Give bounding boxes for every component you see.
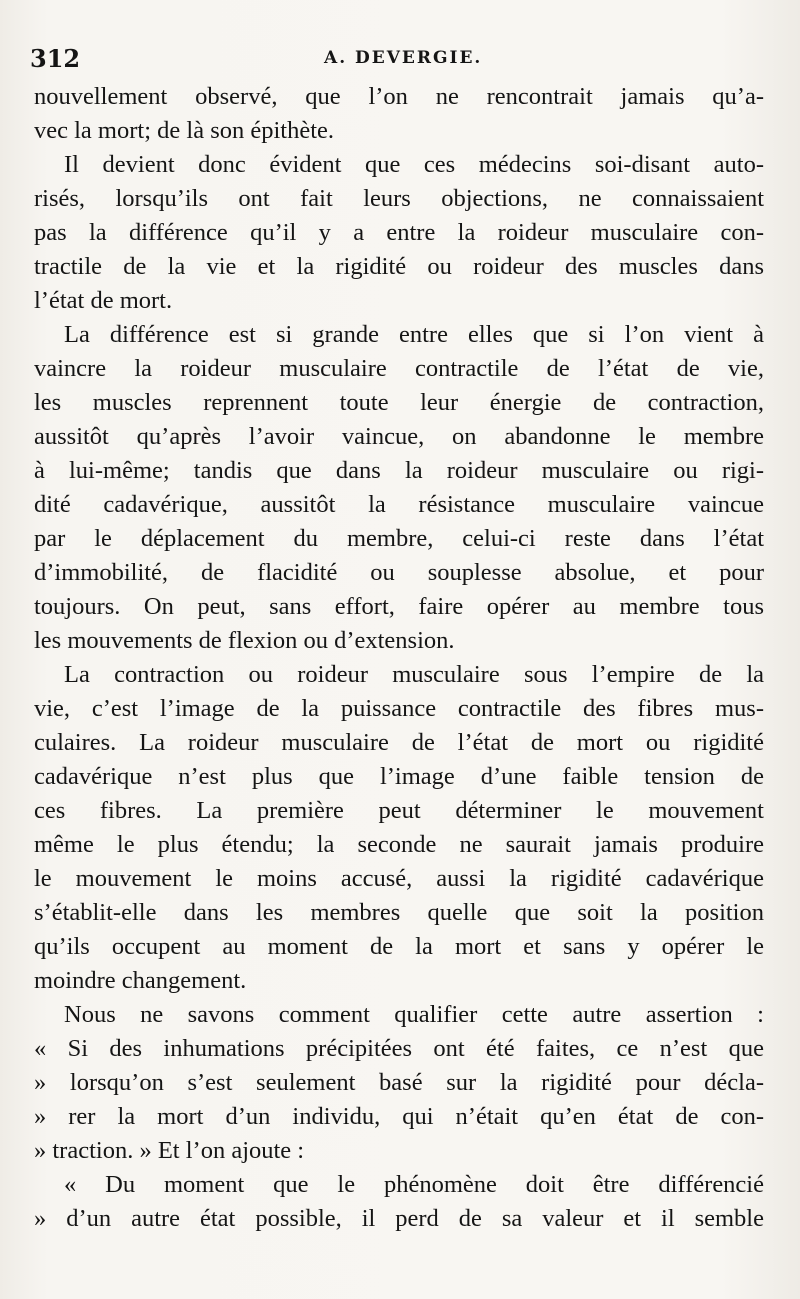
text-line: à lui-même; tandis que dans la roideur musculaire ou rigi- [34,457,764,484]
text-line: vaincre la roideur musculaire contractile de l’état de vie, [34,355,764,382]
paragraph [34,148,764,318]
text-line: nouvellement observé, que l’on ne rencontrait jamais qu’a- [34,83,764,110]
text-line: l’état de mort. [34,287,173,314]
text-line: » d’un autre état possible, il perd de sa valeur et il semble [34,1205,764,1232]
text-line: le mouvement le moins accusé, aussi la rigidité cadavérique [34,865,764,892]
text-line: risés, lorsqu’ils ont fait leurs objections, ne connaissaient [34,185,764,212]
text-line: » traction. » Et l’on ajoute : [34,1137,305,1164]
text-line: Il devient donc évident que ces médecins soi-disant auto- [64,151,764,178]
text-line: « Si des inhumations précipitées ont été faites, ce n’est que [34,1035,764,1062]
page-header [30,44,770,84]
text-line: qu’ils occupent au moment de la mort et sans y opérer le [34,933,764,960]
paragraph [34,318,764,658]
text-line: les muscles reprennent toute leur énergie de contraction, [34,389,764,416]
text-line: les mouvements de flexion ou d’extension. [34,627,455,654]
text-line: » rer la mort d’un individu, qui n’était qu’en état de con- [34,1103,764,1130]
text-line: d’immobilité, de flacidité ou souplesse absolue, et pour [34,559,764,586]
body-text [34,80,764,1236]
text-line: pas la différence qu’il y a entre la roideur musculaire con- [34,219,764,246]
text-line: Nous ne savons comment qualifier cette autre assertion : [64,1001,764,1028]
text-line: par le déplacement du membre, celui-ci reste dans l’état [34,525,764,552]
text-line: « Du moment que le phénomène doit être différencié [64,1171,764,1198]
text-line: cadavérique n’est plus que l’image d’une faible tension de [34,763,764,790]
text-line: tractile de la vie et la rigidité ou roideur des muscles dans [34,253,764,280]
paragraph [34,80,764,148]
text-line: La différence est si grande entre elles que si l’on vient à [64,321,764,348]
text-line: » lorsqu’on s’est seulement basé sur la rigidité pour décla- [34,1069,764,1096]
text-line: toujours. On peut, sans effort, faire opérer au membre tous [34,593,764,620]
text-line: vie, c’est l’image de la puissance contractile des fibres mus- [34,695,764,722]
text-line: culaires. La roideur musculaire de l’état de mort ou rigidité [34,729,764,756]
paragraph [34,658,764,998]
text-line: s’établit-elle dans les membres quelle que soit la position [34,899,764,926]
text-line: même le plus étendu; la seconde ne saurait jamais produire [34,831,764,858]
paragraph [34,998,764,1168]
running-head: A. DEVERGIE. [324,48,483,68]
text-line: ces fibres. La première peut déterminer le mouvement [34,797,764,824]
page-number: 312 [30,44,81,73]
text-line: aussitôt qu’après l’avoir vaincue, on abandonne le membre [34,423,764,450]
text-line: dité cadavérique, aussitôt la résistance musculaire vaincue [34,491,764,518]
paragraph [34,1168,764,1236]
text-line: moindre changement. [34,967,247,994]
text-line: vec la mort; de là son épithète. [34,117,335,144]
text-line: La contraction ou roideur musculaire sous l’empire de la [64,661,764,688]
